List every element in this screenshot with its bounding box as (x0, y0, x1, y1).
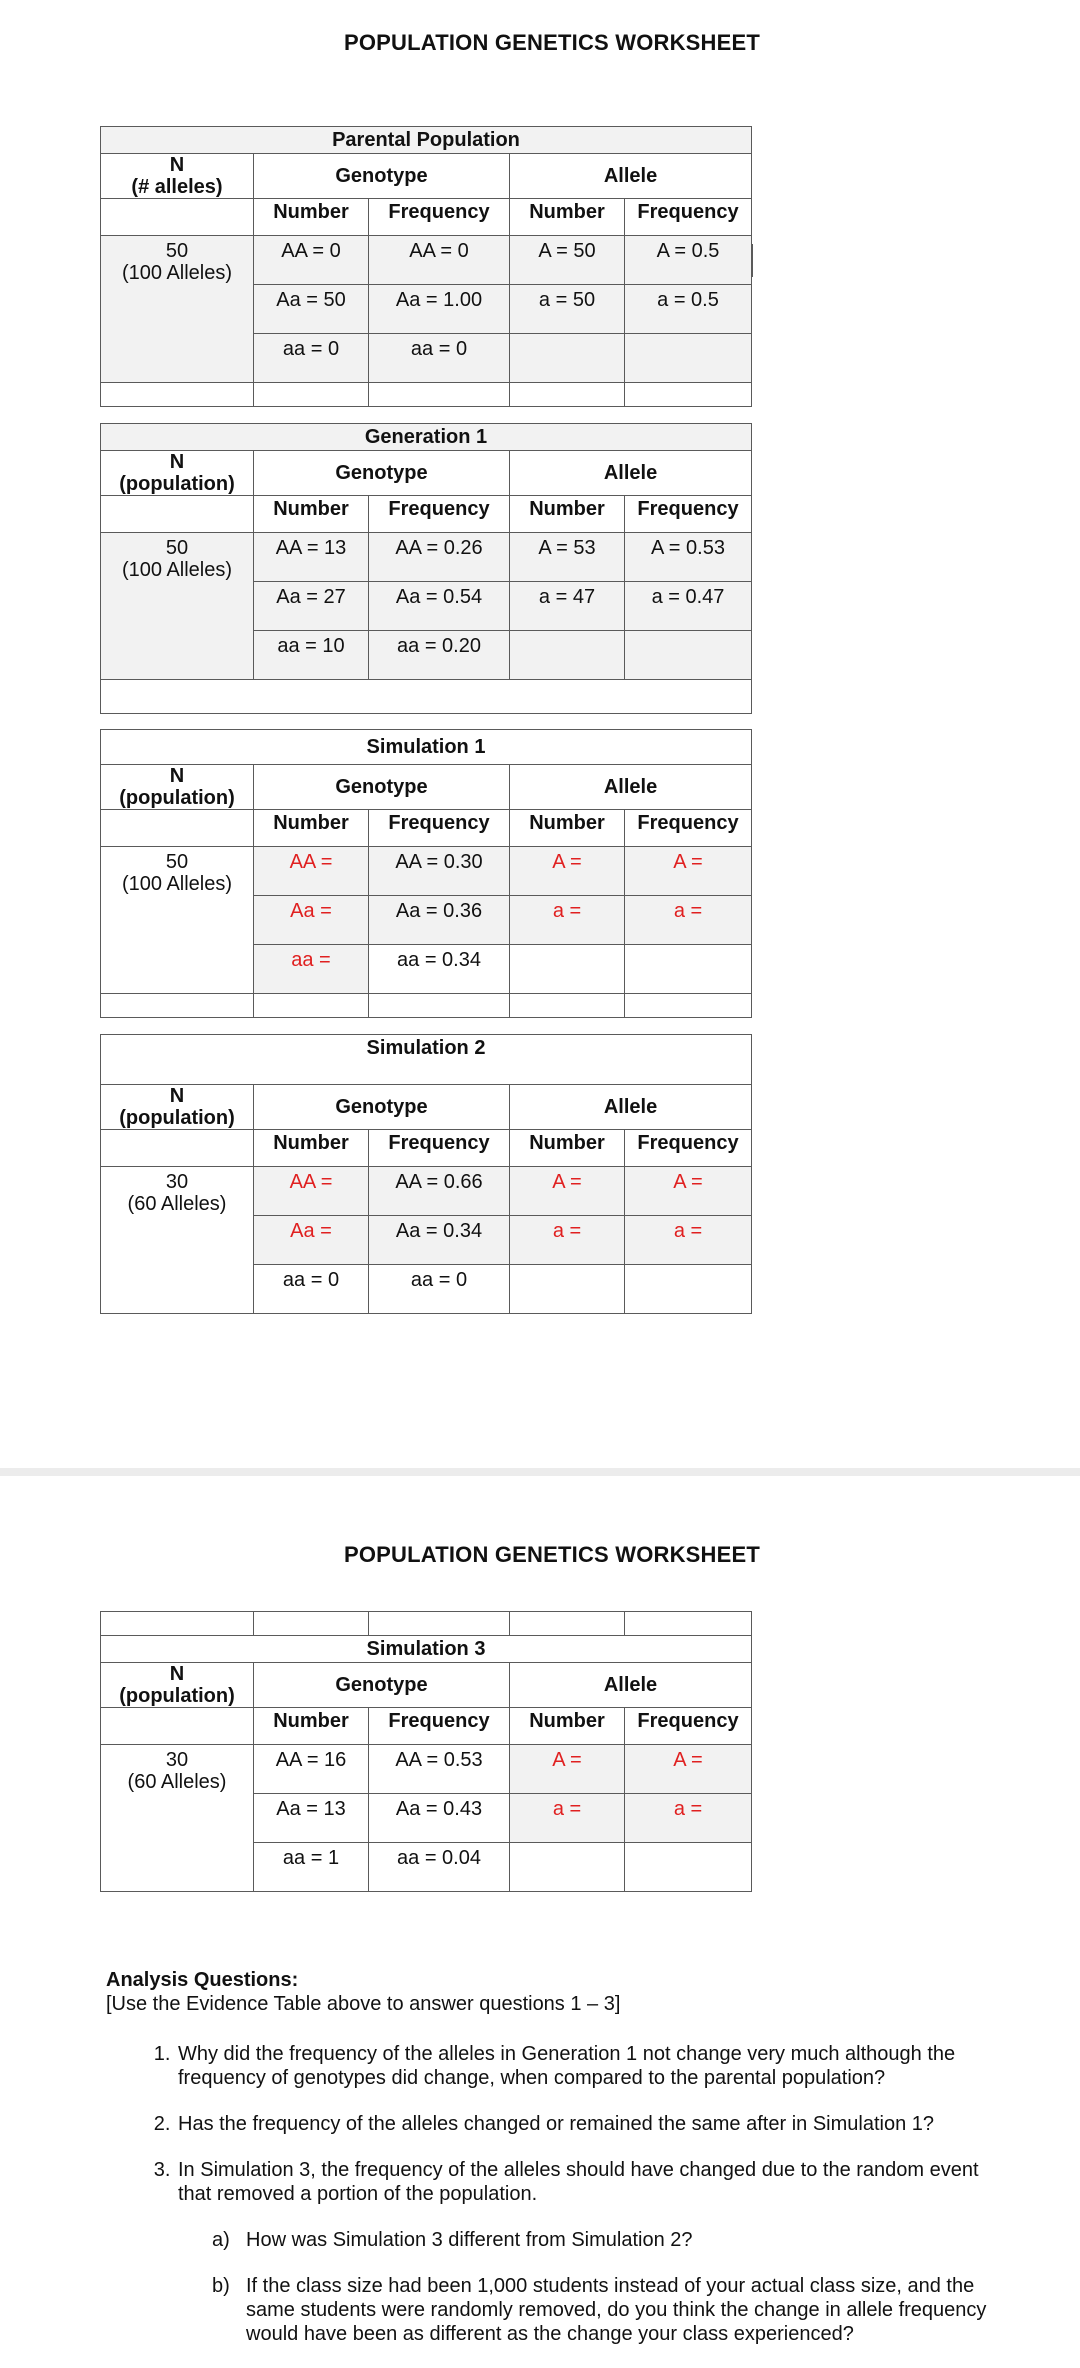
genotype-number-cell: AA = (254, 1167, 369, 1216)
allele-frequency-cell: a = 0.5 (625, 285, 752, 334)
genotype-number-header: Number (254, 1708, 369, 1745)
genotype-number-cell: AA = 0 (254, 236, 369, 285)
allele-number-cell: a = (510, 1216, 625, 1265)
genotype-number-cell: AA = (254, 847, 369, 896)
allele-frequency-cell (625, 631, 752, 680)
genotype-number-header: Number (254, 199, 369, 236)
sub-question-letter: a) (212, 2229, 230, 2251)
question-item (176, 2042, 1006, 2090)
question-text: Has the frequency of the alleles changed or remained the same after in Simulation 1? (178, 2113, 934, 2135)
genotype-frequency-cell: AA = 0 (369, 236, 510, 285)
simulation-1-table (100, 729, 752, 1018)
question-item (176, 2112, 1006, 2136)
n-value: 30 (60 Alleles) (101, 1167, 254, 1314)
genotype-number-cell: aa = 10 (254, 631, 369, 680)
genotype-frequency-cell: Aa = 0.36 (369, 896, 510, 945)
allele-frequency-cell: a = (625, 896, 752, 945)
allele-number-cell: A = 53 (510, 533, 625, 582)
n-value: 50 (100 Alleles) (101, 236, 254, 383)
allele-number-header: Number (510, 1130, 625, 1167)
genotype-frequency-cell: aa = 0.20 (369, 631, 510, 680)
analysis-heading: Analysis Questions: (106, 1969, 299, 1991)
genotype-header: Genotype (254, 451, 510, 496)
allele-frequency-header: Frequency (625, 199, 752, 236)
allele-number-cell (510, 334, 625, 383)
spacer-cell (369, 1612, 510, 1636)
spacer-cell (510, 1612, 625, 1636)
table-title: Simulation 2 (101, 1035, 752, 1085)
page-separator (0, 1468, 1080, 1476)
worksheet-title: POPULATION GENETICS WORKSHEET (343, 30, 761, 55)
allele-frequency-cell: A = 0.53 (625, 533, 752, 582)
table-title: Generation 1 (101, 424, 752, 451)
allele-frequency-cell (625, 1843, 752, 1892)
genotype-number-cell: Aa = 13 (254, 1794, 369, 1843)
n-value: 50 (100 Alleles) (101, 847, 254, 994)
allele-header: Allele (510, 765, 752, 810)
analysis-instruction: [Use the Evidence Table above to answer questions 1 – 3] (106, 1993, 621, 2015)
genotype-frequency-cell: aa = 0.34 (369, 945, 510, 994)
allele-number-header: Number (510, 496, 625, 533)
allele-number-cell: a = 47 (510, 582, 625, 631)
allele-number-header: Number (510, 810, 625, 847)
allele-frequency-header: Frequency (625, 1708, 752, 1745)
allele-frequency-cell (625, 1265, 752, 1314)
allele-number-cell: A = 50 (510, 236, 625, 285)
blank-cell (101, 496, 254, 533)
genotype-number-cell: aa = 0 (254, 334, 369, 383)
spacer-cell (254, 994, 369, 1018)
blank-cell (101, 1708, 254, 1745)
sub-question-text: If the class size had been 1,000 students instead of your actual class size, and the same students were randomly removed, do you think the change in allele frequency would have been as different as the change your class experienced? (246, 2275, 987, 2345)
genotype-frequency-cell: aa = 0 (369, 1265, 510, 1314)
n-label: N (population) (101, 765, 254, 810)
question-list (106, 2042, 1006, 2346)
genotype-frequency-cell: AA = 0.53 (369, 1745, 510, 1794)
allele-frequency-header: Frequency (625, 1130, 752, 1167)
genotype-header: Genotype (254, 154, 510, 199)
spacer-cell (254, 383, 369, 407)
allele-frequency-cell: a = 0.47 (625, 582, 752, 631)
genotype-number-cell: aa = (254, 945, 369, 994)
sub-question-list (178, 2228, 1006, 2346)
allele-number-cell (510, 1843, 625, 1892)
genotype-frequency-cell: AA = 0.30 (369, 847, 510, 896)
genotype-number-cell: Aa = (254, 1216, 369, 1265)
spacer-cell (510, 383, 625, 407)
genotype-frequency-header: Frequency (369, 1708, 510, 1745)
genotype-frequency-header: Frequency (369, 810, 510, 847)
genotype-frequency-cell: aa = 0 (369, 334, 510, 383)
n-value: 50 (100 Alleles) (101, 533, 254, 680)
genotype-frequency-header: Frequency (369, 199, 510, 236)
n-label: N (population) (101, 1085, 254, 1130)
spacer-cell (101, 680, 752, 714)
genotype-frequency-header: Frequency (369, 496, 510, 533)
genotype-frequency-cell: Aa = 0.54 (369, 582, 510, 631)
n-label: N (# alleles) (101, 154, 254, 199)
parental-population-table (100, 126, 752, 407)
allele-number-cell: A = (510, 847, 625, 896)
n-value: 30 (60 Alleles) (101, 1745, 254, 1892)
allele-frequency-cell: A = (625, 1167, 752, 1216)
allele-frequency-cell: A = 0.5 (625, 236, 752, 285)
genotype-frequency-cell: Aa = 1.00 (369, 285, 510, 334)
allele-frequency-header: Frequency (625, 496, 752, 533)
allele-number-cell (510, 945, 625, 994)
allele-header: Allele (510, 451, 752, 496)
sub-question-item (212, 2228, 1006, 2252)
allele-frequency-cell (625, 334, 752, 383)
genotype-header: Genotype (254, 765, 510, 810)
table-title: Simulation 3 (101, 1636, 752, 1663)
allele-frequency-cell: a = (625, 1216, 752, 1265)
genotype-number-cell: AA = 16 (254, 1745, 369, 1794)
allele-header: Allele (510, 154, 752, 199)
allele-frequency-cell (625, 945, 752, 994)
genotype-number-cell: aa = 1 (254, 1843, 369, 1892)
allele-number-cell: a = 50 (510, 285, 625, 334)
genotype-number-cell: Aa = 27 (254, 582, 369, 631)
allele-number-cell: A = (510, 1167, 625, 1216)
spacer-cell (510, 994, 625, 1018)
sub-question-text: How was Simulation 3 different from Simulation 2? (246, 2229, 693, 2251)
genotype-frequency-cell: AA = 0.66 (369, 1167, 510, 1216)
analysis-questions (106, 1968, 1006, 2368)
spacer-cell (625, 1612, 752, 1636)
simulation-3-table (100, 1611, 752, 1892)
spacer-cell (254, 1612, 369, 1636)
allele-number-cell: A = (510, 1745, 625, 1794)
genotype-header: Genotype (254, 1085, 510, 1130)
genotype-number-cell: Aa = 50 (254, 285, 369, 334)
genotype-frequency-cell: Aa = 0.43 (369, 1794, 510, 1843)
n-label: N (population) (101, 1663, 254, 1708)
blank-cell (101, 199, 254, 236)
n-label: N (population) (101, 451, 254, 496)
allele-header: Allele (510, 1085, 752, 1130)
genotype-frequency-cell: Aa = 0.34 (369, 1216, 510, 1265)
genotype-number-header: Number (254, 496, 369, 533)
table-title: Parental Population (101, 127, 752, 154)
allele-frequency-header: Frequency (625, 810, 752, 847)
generation-1-table (100, 423, 752, 714)
genotype-frequency-cell: AA = 0.26 (369, 533, 510, 582)
genotype-number-cell: aa = 0 (254, 1265, 369, 1314)
question-text: Why did the frequency of the alleles in Generation 1 not change very much although the frequency of genotypes did change, when compared to the parental population? (178, 2043, 956, 2089)
spacer-cell (625, 994, 752, 1018)
blank-cell (101, 1130, 254, 1167)
question-item (176, 2158, 1006, 2346)
genotype-frequency-header: Frequency (369, 1130, 510, 1167)
spacer-cell (101, 994, 254, 1018)
sub-question-item (212, 2274, 1006, 2346)
allele-number-cell: a = (510, 1794, 625, 1843)
allele-number-header: Number (510, 199, 625, 236)
genotype-number-cell: Aa = (254, 896, 369, 945)
spacer-cell (369, 383, 510, 407)
worksheet-title: POPULATION GENETICS WORKSHEET (343, 1542, 761, 1567)
spacer-cell (625, 383, 752, 407)
allele-frequency-cell: a = (625, 1794, 752, 1843)
genotype-header: Genotype (254, 1663, 510, 1708)
allele-header: Allele (510, 1663, 752, 1708)
blank-cell (101, 810, 254, 847)
simulation-2-table (100, 1034, 752, 1314)
genotype-number-header: Number (254, 1130, 369, 1167)
spacer-cell (101, 1612, 254, 1636)
allele-frequency-cell: A = (625, 1745, 752, 1794)
allele-frequency-cell: A = (625, 847, 752, 896)
allele-number-cell: a = (510, 896, 625, 945)
sub-question-letter: b) (212, 2275, 230, 2297)
spacer-cell (101, 383, 254, 407)
table-title: Simulation 1 (101, 730, 752, 765)
genotype-number-cell: AA = 13 (254, 533, 369, 582)
genotype-number-header: Number (254, 810, 369, 847)
question-text: In Simulation 3, the frequency of the alleles should have changed due to the random event that removed a portion of the population. (178, 2159, 979, 2205)
genotype-frequency-cell: aa = 0.04 (369, 1843, 510, 1892)
spacer-cell (369, 994, 510, 1018)
allele-number-header: Number (510, 1708, 625, 1745)
allele-number-cell (510, 631, 625, 680)
allele-number-cell (510, 1265, 625, 1314)
